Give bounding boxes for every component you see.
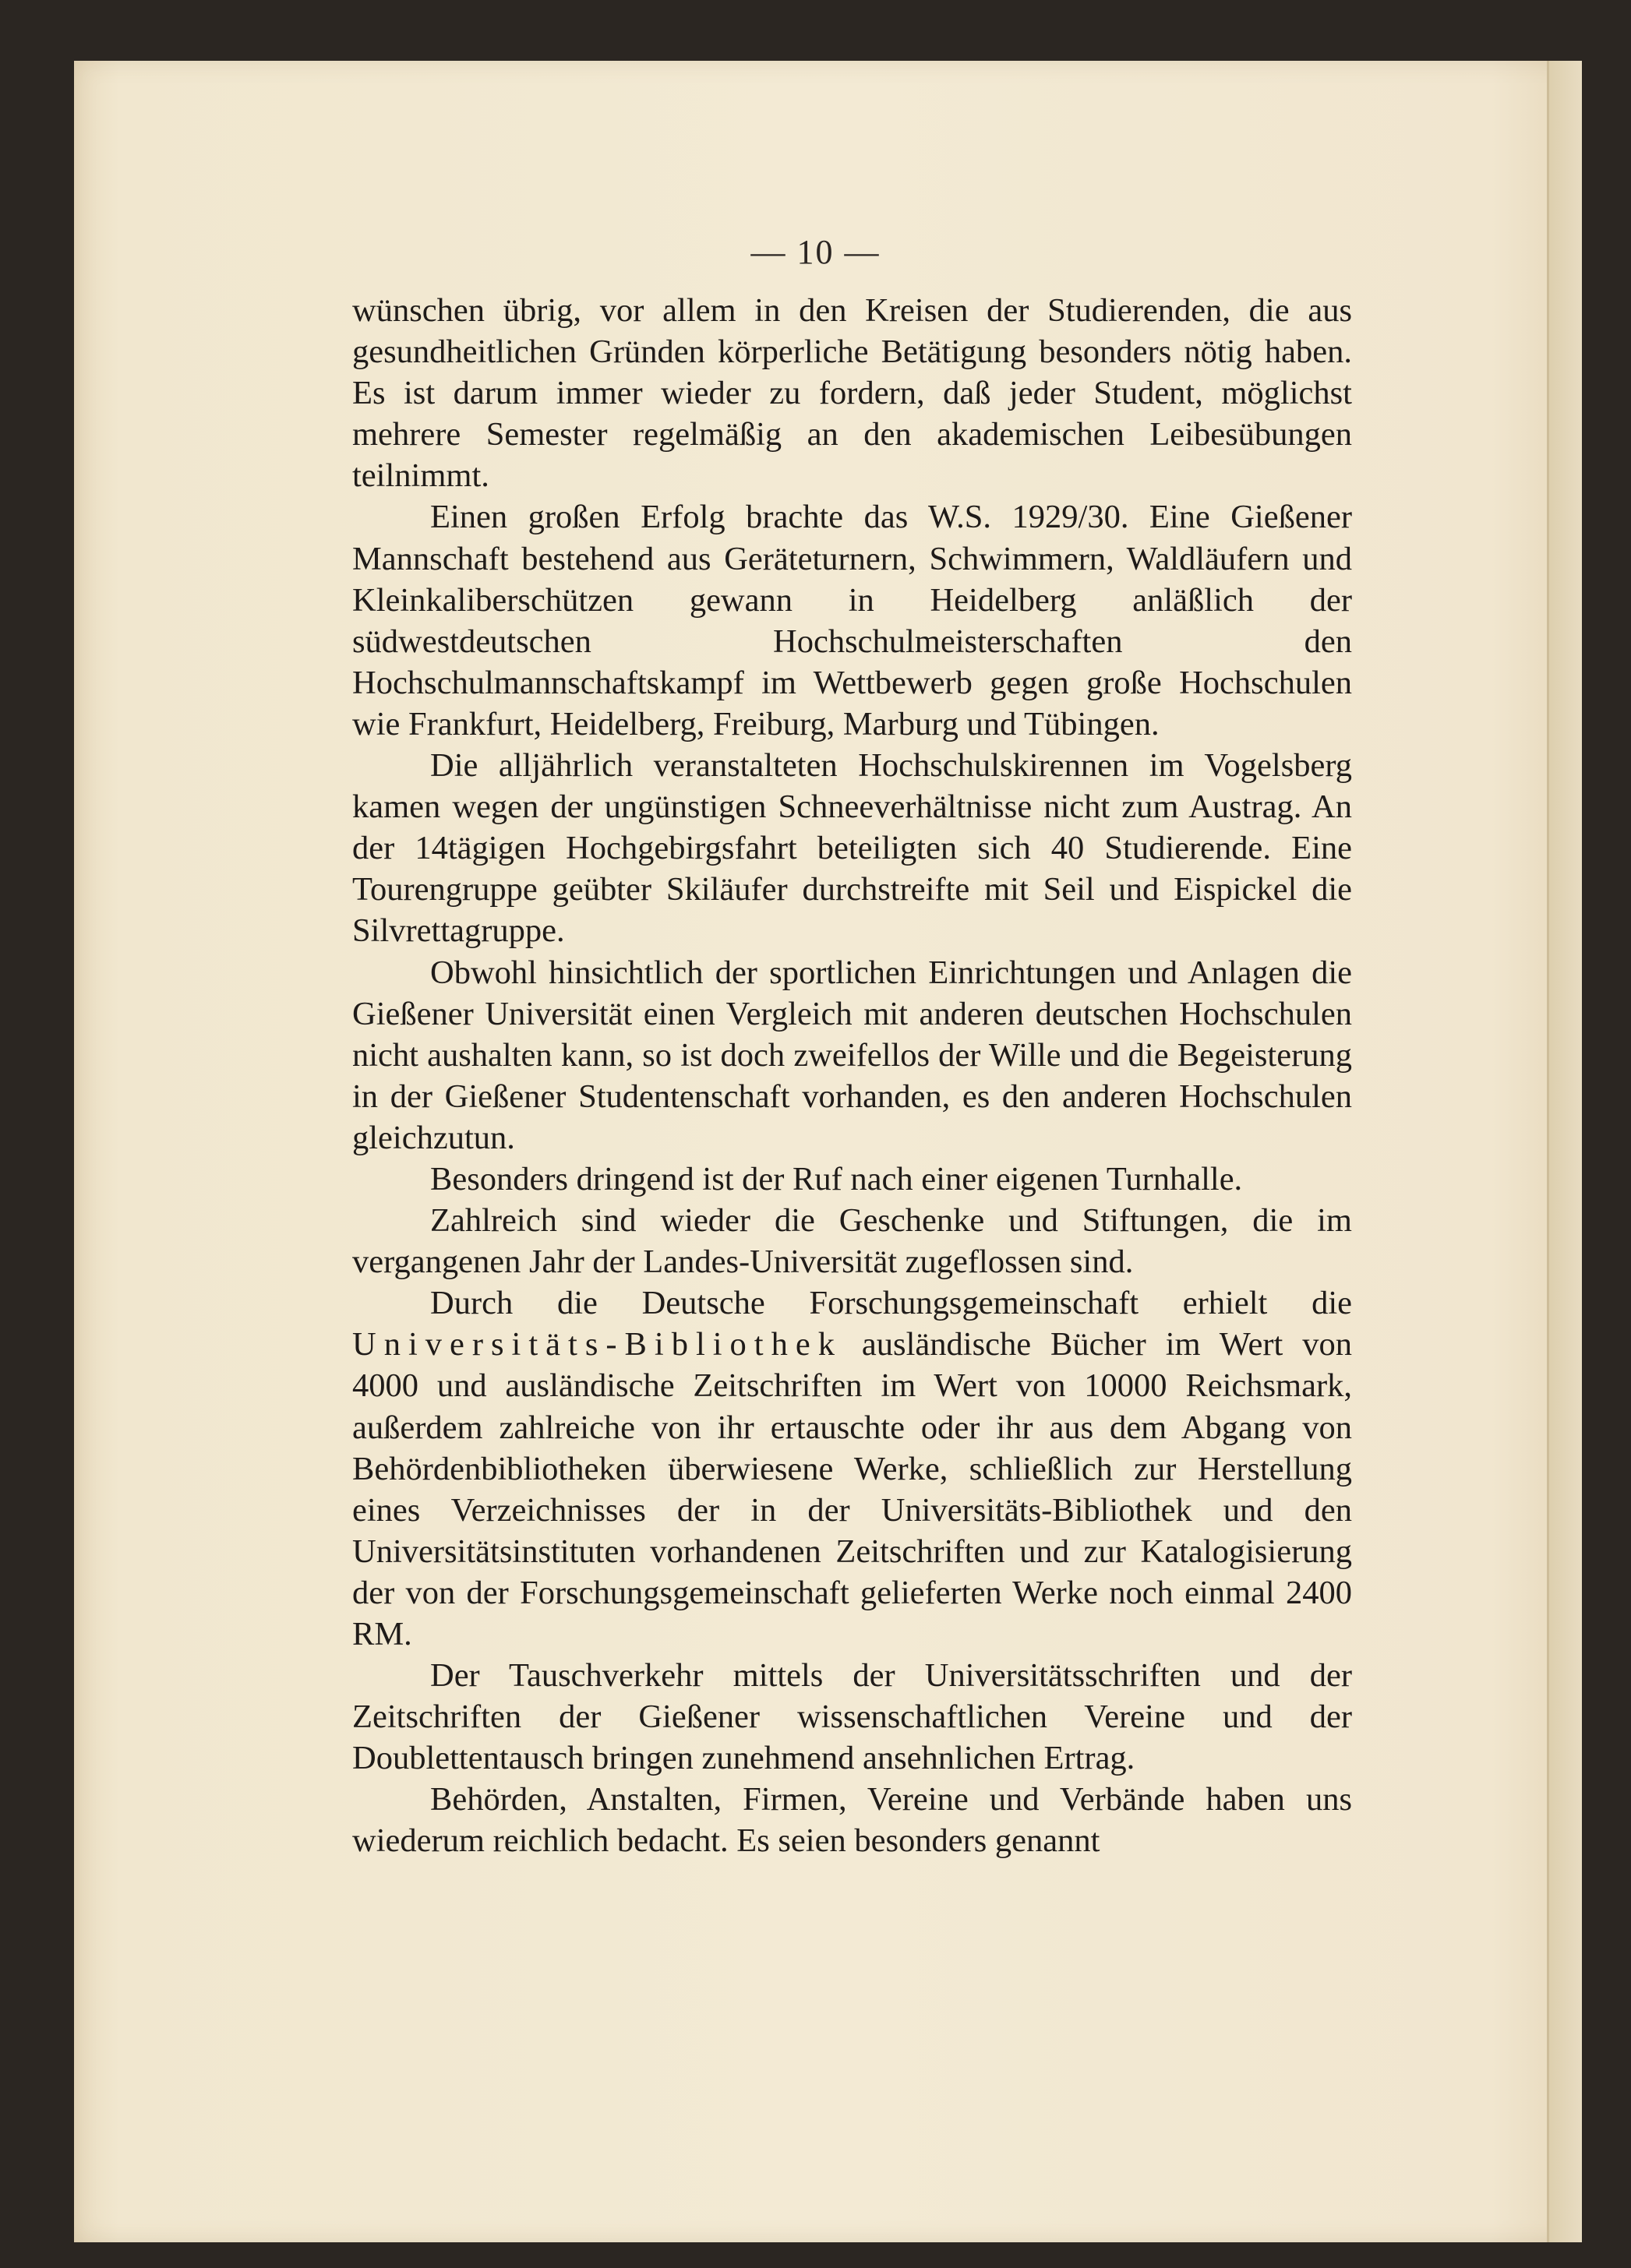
paragraph-7	[352, 1282, 1352, 1655]
paragraph-2: Einen großen Erfolg brachte das W.S. 1929/30. Eine Gießener Mannschaft bestehend aus Geräteturnern, Schwimmern, Waldläufern und Kleinkaliberschützen gewann in Heidelberg anläßlich der südwestdeutschen Hochschulmeisterschaften den Hochschulmannschaftskampf im Wettbewerb gegen große Hochschulen wie Frankfurt, Heidelberg, Freiburg, Marburg und Tübingen.	[352, 499, 1352, 742]
spaced-term-universitaets-bibliothek: Universitäts-Bibliothek	[352, 1326, 842, 1363]
paragraph-7-start: Durch die Deutsche Forschungsgemeinschaft erhielt die	[430, 1285, 1352, 1322]
paragraph-7-end: ausländische Bücher im Wert von 4000 und ausländische Zeitschriften im Wert von 10000 Reichsmark, außerdem zahlreiche von ihr ertauschte oder ihr aus dem Abgang von Behördenbibliotheken überwiesene Werke, schließlich zur Herstellung eines Verzeichnisses der in der Universitäts-Bibliothek und den Universitätsinstituten vorhandenen Zeitschriften und zur Katalogisierung der von der Forschungsgemeinschaft gelieferten Werke noch einmal 2400 RM.	[352, 1326, 1352, 1653]
paragraph-5: Besonders dringend ist der Ruf nach einer eigenen Turnhalle.	[430, 1160, 1243, 1197]
paragraph-6: Zahlreich sind wieder die Geschenke und Stiftungen, die im vergangenen Jahr der Landes-Universität zugeflossen sind.	[352, 1202, 1352, 1281]
paragraph-4: Obwohl hinsichtlich der sportlichen Einrichtungen und Anlagen die Gießener Universität einen Vergleich mit anderen deutschen Hochschulen nicht aushalten kann, so ist doch zweifellos der Wille und die Begeisterung in der Gießener Studentenschaft vorhanden, es den anderen Hochschulen gleichzutun.	[352, 954, 1352, 1156]
body-text	[352, 290, 1352, 1862]
page-gutter	[1547, 61, 1549, 2242]
paragraph-1: wünschen übrig, vor allem in den Kreisen der Studierenden, die aus gesundheitlichen Gründen körperliche Betätigung besonders nötig haben. Es ist darum immer wieder zu fordern, daß jeder Student, möglichst mehrere Semester regelmäßig an den akademischen Leibesübungen teilnimmt.	[352, 292, 1352, 495]
page-number: — 10 —	[750, 233, 881, 271]
paragraph-9: Behörden, Anstalten, Firmen, Vereine und Verbände haben uns wiederum reichlich bedacht. Es seien besonders genannt	[352, 1781, 1352, 1860]
facing-page-edge	[1549, 61, 1582, 2242]
paragraph-8: Der Tauschverkehr mittels der Universitätsschriften und der Zeitschriften der Gießener wissenschaftlichen Vereine und der Doublettentausch bringen zunehmend ansehnlichen Ertrag.	[352, 1657, 1352, 1777]
paragraph-3: Die alljährlich veranstalteten Hochschulskirennen im Vogelsberg kamen wegen der ungünstigen Schneeverhältnisse nicht zum Austrag. An der 14tägigen Hochgebirgsfahrt beteiligten sich 40 Studierende. Eine Tourengruppe geübter Skiläufer durchstreifte mit Seil und Eispickel die Silvrettagruppe.	[352, 747, 1352, 950]
